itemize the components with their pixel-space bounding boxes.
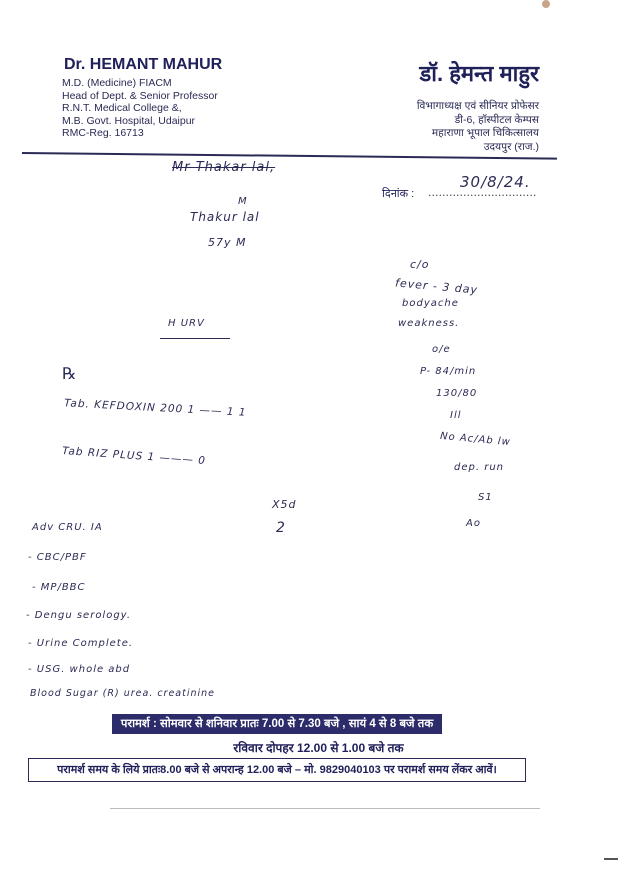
- rx-count: 2: [276, 520, 286, 536]
- date-label: दिनांक :: [382, 188, 415, 200]
- exam-s1: S1: [478, 492, 493, 503]
- exam-ill: Ill: [450, 410, 462, 421]
- corner-mark: [604, 858, 618, 860]
- credential-line: M.B. Govt. Hospital, Udaipur: [62, 114, 196, 127]
- date-value: 30/8/24.: [460, 173, 531, 191]
- credential-line-hindi: विभागाध्यक्ष एवं सीनियर प्रोफेसर: [416, 100, 539, 112]
- credential-line-hindi: डी-6, हॉस्पीटल केम्पस: [454, 113, 539, 126]
- credential-line: Head of Dept. & Senior Professor: [62, 89, 218, 102]
- investigation-heading: H URV: [168, 318, 205, 329]
- complaint-bodyache: bodyache: [402, 298, 459, 309]
- sunday-hours: रविवार दोपहर 12.00 से 1.00 बजे तक: [233, 741, 404, 755]
- doctor-name-hindi: डॉ. हेमन्त माहुर: [419, 61, 539, 86]
- investigation-underline: [160, 338, 230, 339]
- exam-pulse: P- 84/min: [420, 366, 477, 377]
- rx-tab-kefdoxin: Tab. KEFDOXIN 200 1 —— 1 1: [63, 397, 247, 419]
- advice-item: - Dengu serology.: [26, 610, 131, 621]
- credential-line-hindi: महाराणा भूपाल चिकित्सालय: [431, 127, 539, 139]
- footer-rule: [110, 808, 540, 809]
- exam-abdomen: No Ac/Ab lw: [439, 430, 512, 449]
- credential-line: M.D. (Medicine) FIACM: [62, 77, 172, 89]
- advice-item: - CBC/PBF: [28, 552, 87, 563]
- rx-tab-riz-plus: Tab RIZ PLUS 1 ——— 0: [61, 444, 207, 468]
- patient-gender-mark: M: [238, 196, 248, 207]
- advice-item: - Urine Complete.: [28, 638, 134, 649]
- complaints-heading: c/o: [410, 258, 430, 271]
- advice-item: - USG. whole abd: [28, 664, 131, 675]
- advice-item: - MP/BBC: [32, 582, 86, 593]
- exam-ao: Ao: [466, 518, 481, 529]
- exam-bp: 130/80: [436, 388, 478, 399]
- complaint-fever: fever - 3 day: [394, 276, 479, 297]
- advice-heading: Adv CRU. IA: [32, 522, 103, 533]
- advice-item: Blood Sugar (R) urea. creatinine: [30, 688, 216, 699]
- doctor-credentials-english: [62, 77, 218, 140]
- doctor-credentials-hindi: [417, 100, 539, 154]
- corner-stain: [542, 0, 550, 8]
- appointment-info-box: परामर्श समय के लिये प्रातः8.00 बजे से अपरान्ह 12.00 बजे – मो. 9829040103 पर परामर्श समय लेंकर आवें।: [28, 758, 526, 782]
- rx-symbol: ℞: [62, 364, 78, 383]
- credential-line: R.N.T. Medical College &,: [62, 102, 182, 114]
- exam-heading: o/e: [432, 344, 451, 355]
- credential-line: RMC-Reg. 16713: [62, 127, 144, 139]
- patient-age: 57y M: [208, 236, 247, 249]
- doctor-name-english: Dr. HEMANT MAHUR: [64, 56, 223, 73]
- credential-line-hindi: उदयपुर (राज.): [483, 140, 539, 153]
- complaint-weakness: weakness.: [398, 318, 460, 329]
- consultation-hours-band: परामर्श : सोमवार से शनिवार प्रातः 7.00 से 7.30 बजे , सायं 4 से 8 बजे तक: [112, 714, 442, 734]
- rx-duration: X5d: [272, 498, 297, 511]
- date-dots: ...............................: [428, 186, 537, 199]
- patient-name-struck: Mr Thakar lal,: [172, 160, 276, 175]
- patient-name: Thakur lal: [190, 210, 260, 224]
- exam-dep: dep. run: [454, 462, 504, 473]
